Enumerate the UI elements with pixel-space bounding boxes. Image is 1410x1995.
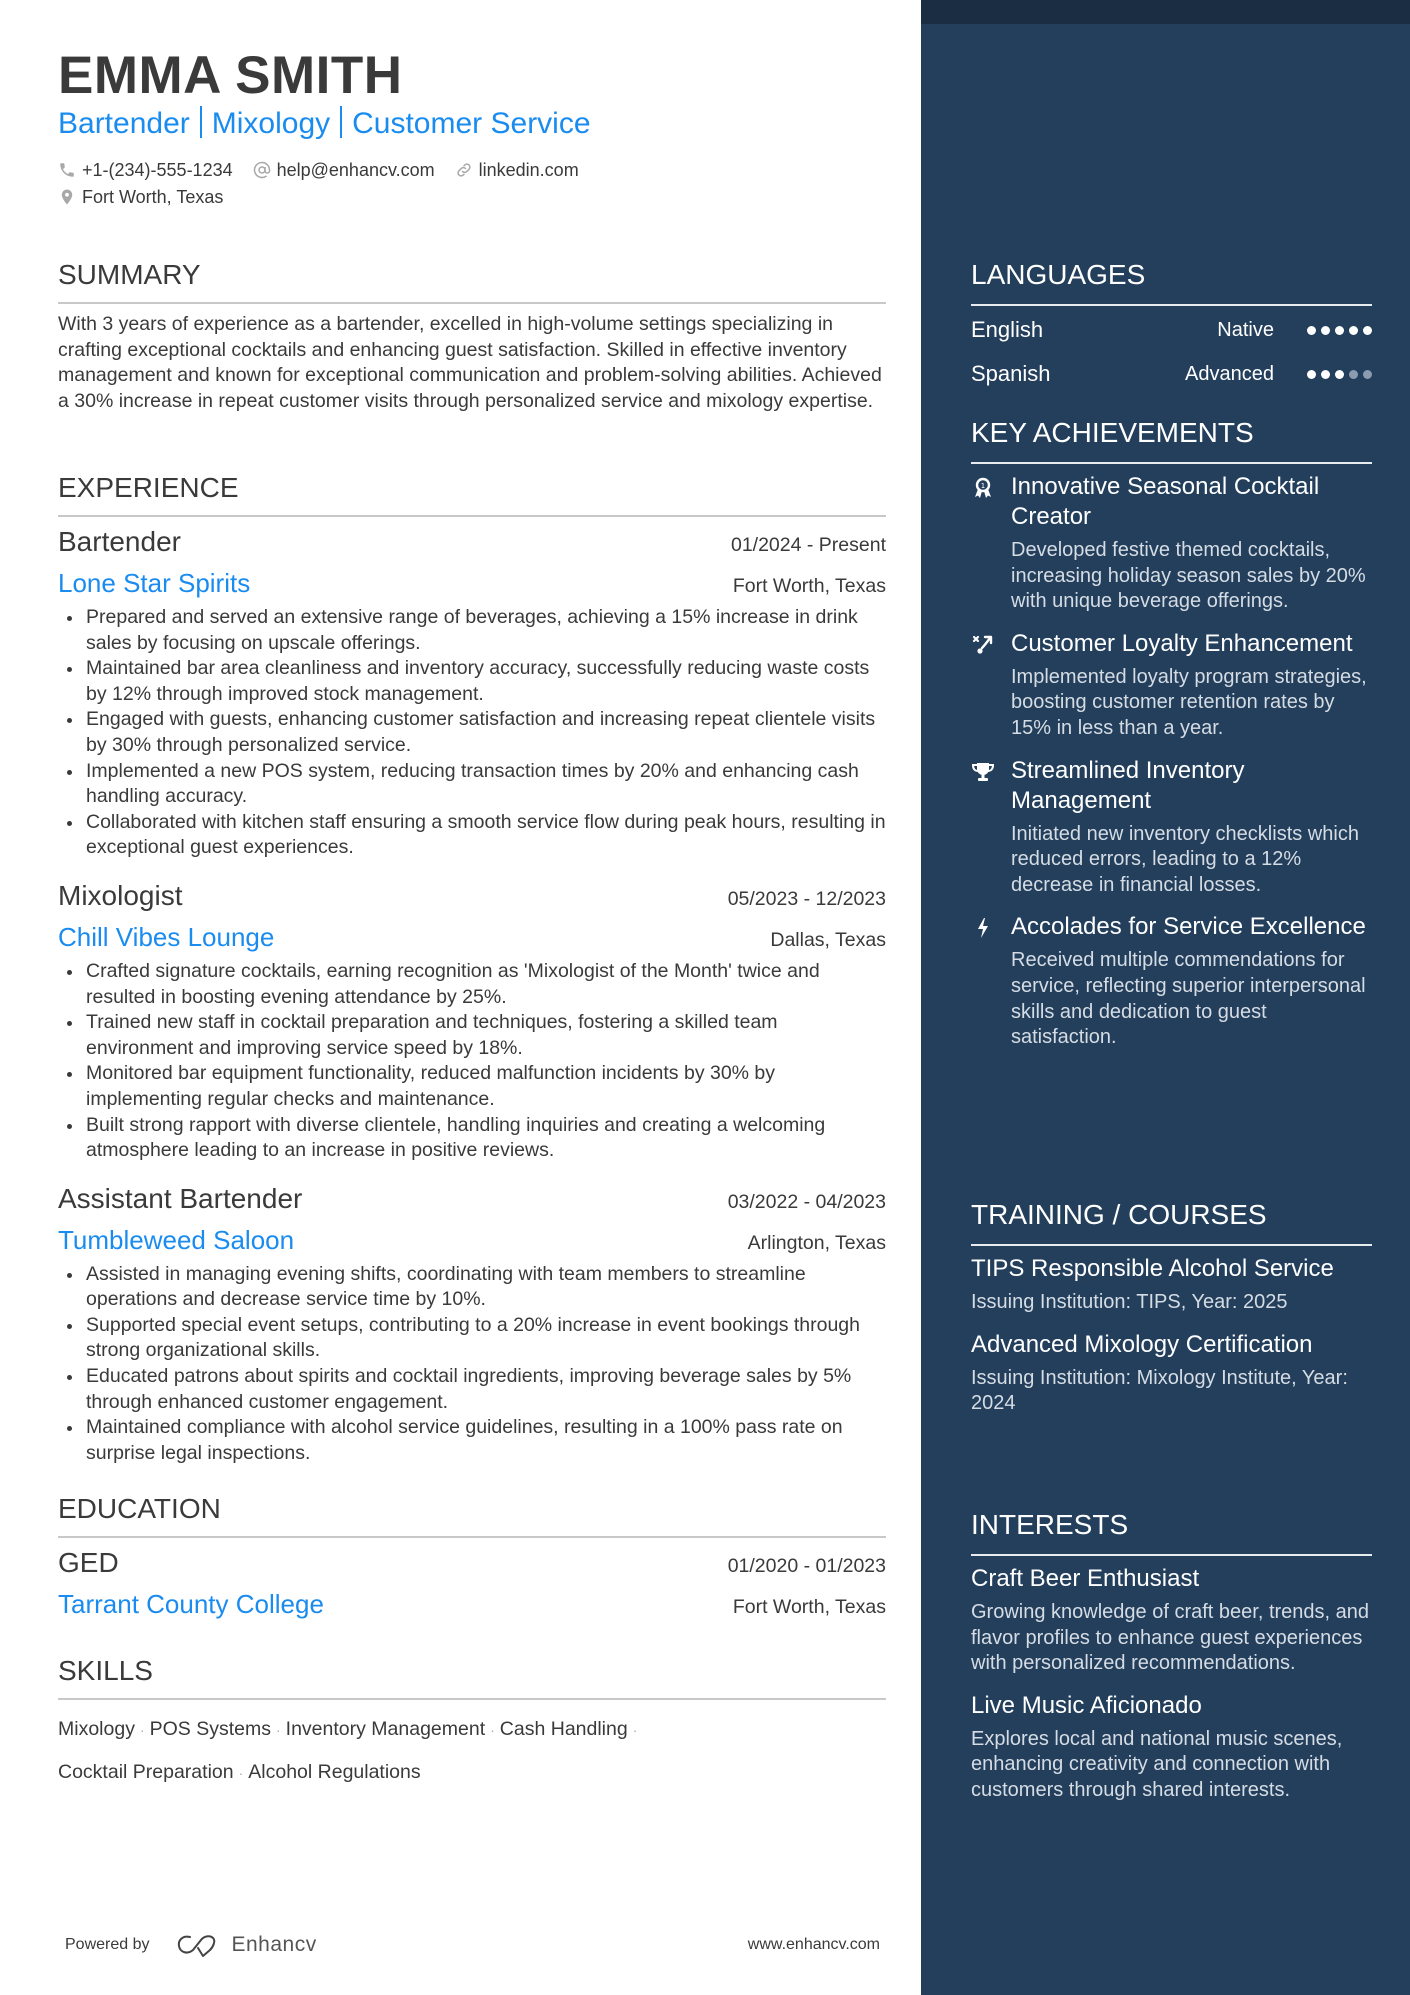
contact-info bbox=[58, 158, 599, 212]
interest-title: Craft Beer Enthusiast bbox=[971, 1565, 1200, 1592]
job-bullets bbox=[58, 605, 886, 861]
section-divider bbox=[971, 1244, 1372, 1246]
language-level: Native bbox=[1217, 318, 1274, 341]
svg-text:1: 1 bbox=[980, 482, 986, 490]
course-title: Advanced Mixology Certification bbox=[971, 1330, 1313, 1358]
bullet-item: Supported special event setups, contributing to a 20% increase in event bookings through strong organizational skills. bbox=[58, 1313, 886, 1364]
skill-tag: Inventory Management bbox=[285, 1718, 486, 1740]
phone-icon bbox=[58, 161, 76, 179]
section-title: KEY ACHIEVEMENTS bbox=[971, 417, 1254, 448]
education-entry bbox=[58, 1546, 886, 1620]
linkedin-link: linkedin.com bbox=[478, 159, 579, 180]
achievement-title: Innovative Seasonal Cocktail Creator bbox=[1011, 473, 1320, 530]
skill-tag: Cash Handling bbox=[499, 1718, 628, 1740]
section-divider bbox=[58, 1698, 886, 1700]
school-name[interactable]: Tarrant County College bbox=[58, 1589, 324, 1619]
experience-section bbox=[58, 471, 886, 1466]
section-title: SKILLS bbox=[58, 1655, 153, 1686]
job-dates: 05/2023 - 12/2023 bbox=[727, 887, 886, 910]
achievement-description: Initiated new inventory checklists which reduced errors, leading to a 12% decrease in financial losses. bbox=[1011, 822, 1359, 896]
interest-description: Explores local and national music scenes, enhancing creativity and connection with customers through shared interests. bbox=[971, 1727, 1343, 1801]
bullet-item: Implemented a new POS system, reducing transaction times by 20% and enhancing cash handling accuracy. bbox=[58, 759, 886, 810]
company-name[interactable]: Lone Star Spirits bbox=[58, 568, 251, 598]
job-entry bbox=[58, 525, 886, 861]
skill-tag: Alcohol Regulations bbox=[248, 1761, 421, 1783]
job-title: Assistant Bartender bbox=[58, 1182, 303, 1214]
link-icon bbox=[455, 161, 473, 179]
summary-text: With 3 years of experience as a bartender, excelled in high-volume settings specializing in crafting exceptional cocktails and enhancing guest satisfaction. Skilled in effective inventory management and known for exceptional communication and problem-solving abilities. Achieved a 30% increase in repeat customer visits through personalized service and mixology expertise. bbox=[58, 313, 882, 412]
award-ribbon-icon bbox=[971, 476, 995, 500]
phone-contact[interactable] bbox=[58, 160, 233, 181]
bullet-item: Educated patrons about spirits and cocktail ingredients, improving beverage sales by 5% through enhanced customer engagement. bbox=[58, 1364, 886, 1415]
bullet-item: Maintained compliance with alcohol service guidelines, resulting in a 100% pass rate on surprise legal inspections. bbox=[58, 1415, 886, 1466]
education-location: Fort Worth, Texas bbox=[732, 1596, 886, 1618]
bullet-item: Maintained bar area cleanliness and inventory accuracy, successfully reducing waste costs by 12% through improved stock management. bbox=[58, 656, 886, 707]
brand-name: Enhancv bbox=[231, 1933, 317, 1956]
website-link[interactable]: www.enhancv.com bbox=[747, 1936, 880, 1953]
interest-title: Live Music Aficionado bbox=[971, 1691, 1202, 1719]
section-divider bbox=[971, 304, 1372, 306]
sidebar-top-band bbox=[921, 0, 1410, 24]
enhancv-logo-icon bbox=[176, 1932, 224, 1958]
headline-divider bbox=[340, 106, 342, 138]
skill-tag: Mixology bbox=[58, 1718, 135, 1740]
section-divider bbox=[58, 302, 886, 304]
achievements-section bbox=[971, 416, 1372, 1051]
lightning-bolt-icon bbox=[971, 916, 995, 940]
location-text: Fort Worth, Texas bbox=[82, 186, 224, 207]
job-bullets bbox=[58, 959, 886, 1164]
bullet-item: Assisted in managing evening shifts, coordinating with team members to streamline operations and decrease service time by 10%. bbox=[58, 1262, 886, 1313]
skills-section bbox=[58, 1654, 886, 1794]
candidate-name: EMMA SMITH bbox=[58, 46, 403, 105]
achievement-description: Received multiple commendations for service, reflecting superior interpersonal skills and dedication to guest satisfaction. bbox=[1011, 949, 1366, 1049]
education-section bbox=[58, 1492, 886, 1620]
skills-list: Mixology · POS Systems · Inventory Management · Cash Handling · Cocktail Preparation · Alcohol Regulations bbox=[58, 1718, 638, 1783]
achievement-title: Customer Loyalty Enhancement bbox=[1011, 629, 1353, 657]
company-name[interactable]: Chill Vibes Lounge bbox=[58, 921, 275, 952]
section-divider bbox=[58, 515, 886, 517]
trophy-icon bbox=[971, 760, 995, 784]
interest-item bbox=[971, 1564, 1372, 1677]
course-description: Issuing Institution: Mixology Institute, Year: 2024 bbox=[971, 1366, 1348, 1415]
headline-divider bbox=[200, 106, 202, 138]
languages-section bbox=[971, 258, 1372, 396]
skill-tag: POS Systems bbox=[149, 1718, 271, 1740]
language-item bbox=[971, 352, 1372, 396]
job-entry bbox=[58, 879, 886, 1164]
bullet-item: Built strong rapport with diverse clientele, handling inquiries and creating a welcoming atmosphere leading to an increase in positive reviews. bbox=[58, 1113, 886, 1164]
bullet-item: Monitored bar equipment functionality, reduced malfunction incidents by 30% by implementing regular checks and maintenance. bbox=[58, 1061, 886, 1112]
company-name[interactable]: Tumbleweed Saloon bbox=[58, 1224, 295, 1255]
footer bbox=[65, 1930, 880, 1960]
job-bullets bbox=[58, 1262, 886, 1467]
language-name: Spanish bbox=[971, 361, 1051, 386]
bullet-item: Trained new staff in cocktail preparation and techniques, fostering a skilled team environment and improving service speed by 18%. bbox=[58, 1010, 886, 1061]
interest-item bbox=[971, 1691, 1372, 1804]
sidebar bbox=[921, 0, 1410, 1995]
job-entry bbox=[58, 1182, 886, 1467]
headline bbox=[58, 105, 591, 143]
section-divider bbox=[971, 462, 1372, 464]
job-location: Fort Worth, Texas bbox=[732, 575, 886, 597]
location-contact bbox=[58, 187, 223, 208]
section-divider bbox=[58, 1536, 886, 1538]
interests-section bbox=[971, 1508, 1372, 1804]
headline-item: Customer Service bbox=[352, 107, 591, 140]
course-item bbox=[971, 1330, 1372, 1417]
language-level: Advanced bbox=[1185, 362, 1274, 385]
course-description: Issuing Institution: TIPS, Year: 2025 bbox=[971, 1291, 1288, 1313]
achievement-title: Accolades for Service Excellence bbox=[1011, 913, 1366, 941]
section-title: TRAINING / COURSES bbox=[971, 1199, 1267, 1230]
interest-description: Growing knowledge of craft beer, trends, and flavor profiles to enhance guest experiences with personalized recommendations. bbox=[971, 1601, 1370, 1675]
proficiency-dots bbox=[1307, 370, 1372, 379]
education-dates: 01/2020 - 01/2023 bbox=[727, 1555, 886, 1577]
bullet-item: Engaged with guests, enhancing customer satisfaction and increasing repeat clientele visits by 30% through personalized service. bbox=[58, 707, 886, 758]
link-contact[interactable] bbox=[455, 160, 579, 181]
summary-section bbox=[58, 258, 886, 414]
powered-by[interactable] bbox=[65, 1932, 317, 1958]
job-location: Dallas, Texas bbox=[770, 928, 886, 951]
section-title: LANGUAGES bbox=[971, 259, 1146, 290]
bullet-item: Collaborated with kitchen staff ensuring a smooth service flow during peak hours, resulting in exceptional guest experiences. bbox=[58, 810, 886, 861]
course-item bbox=[971, 1254, 1372, 1316]
map-pin-icon bbox=[58, 188, 76, 206]
headline-item: Mixology bbox=[211, 107, 331, 140]
achievement-item bbox=[971, 912, 1372, 1050]
job-location: Arlington, Texas bbox=[747, 1231, 886, 1254]
achievement-description: Developed festive themed cocktails, increasing holiday season sales by 20% with unique beverage offerings. bbox=[1011, 539, 1366, 613]
degree: GED bbox=[58, 1547, 119, 1578]
achievement-item bbox=[971, 472, 1372, 615]
section-title: EXPERIENCE bbox=[58, 472, 239, 503]
language-item bbox=[971, 308, 1372, 352]
powered-by-label: Powered by bbox=[65, 1936, 150, 1953]
section-title: SUMMARY bbox=[58, 259, 201, 290]
section-title: EDUCATION bbox=[58, 1493, 221, 1524]
training-section bbox=[971, 1198, 1372, 1417]
language-name: English bbox=[971, 317, 1044, 342]
proficiency-dots bbox=[1307, 326, 1372, 335]
job-dates: 01/2024 - Present bbox=[730, 534, 886, 556]
email-contact[interactable] bbox=[253, 160, 435, 181]
section-title: INTERESTS bbox=[971, 1509, 1129, 1540]
skill-tag: Cocktail Preparation bbox=[58, 1761, 234, 1783]
headline-item: Bartender bbox=[58, 107, 190, 140]
section-divider bbox=[971, 1554, 1372, 1556]
job-title: Mixologist bbox=[58, 879, 183, 911]
at-sign-icon bbox=[253, 161, 271, 179]
course-title: TIPS Responsible Alcohol Service bbox=[971, 1255, 1334, 1282]
phone-number: +1-(234)-555-1234 bbox=[82, 159, 233, 180]
bullet-item: Crafted signature cocktails, earning recognition as 'Mixologist of the Month' twice and resulted in boosting evening attendance by 25%. bbox=[58, 959, 886, 1010]
achievement-item bbox=[971, 756, 1372, 899]
achievement-title: Streamlined Inventory Management bbox=[1011, 756, 1245, 814]
job-dates: 03/2022 - 04/2023 bbox=[727, 1190, 886, 1213]
email-address: help@enhancv.com bbox=[276, 159, 435, 180]
bullet-item: Prepared and served an extensive range of beverages, achieving a 15% increase in drink sales by focusing on upscale offerings. bbox=[58, 605, 886, 656]
achievement-item bbox=[971, 629, 1372, 742]
strategy-arrow-icon bbox=[971, 633, 995, 657]
job-title: Bartender bbox=[58, 526, 181, 557]
achievement-description: Implemented loyalty program strategies, boosting customer retention rates by 15% in less than a year. bbox=[1011, 665, 1367, 739]
